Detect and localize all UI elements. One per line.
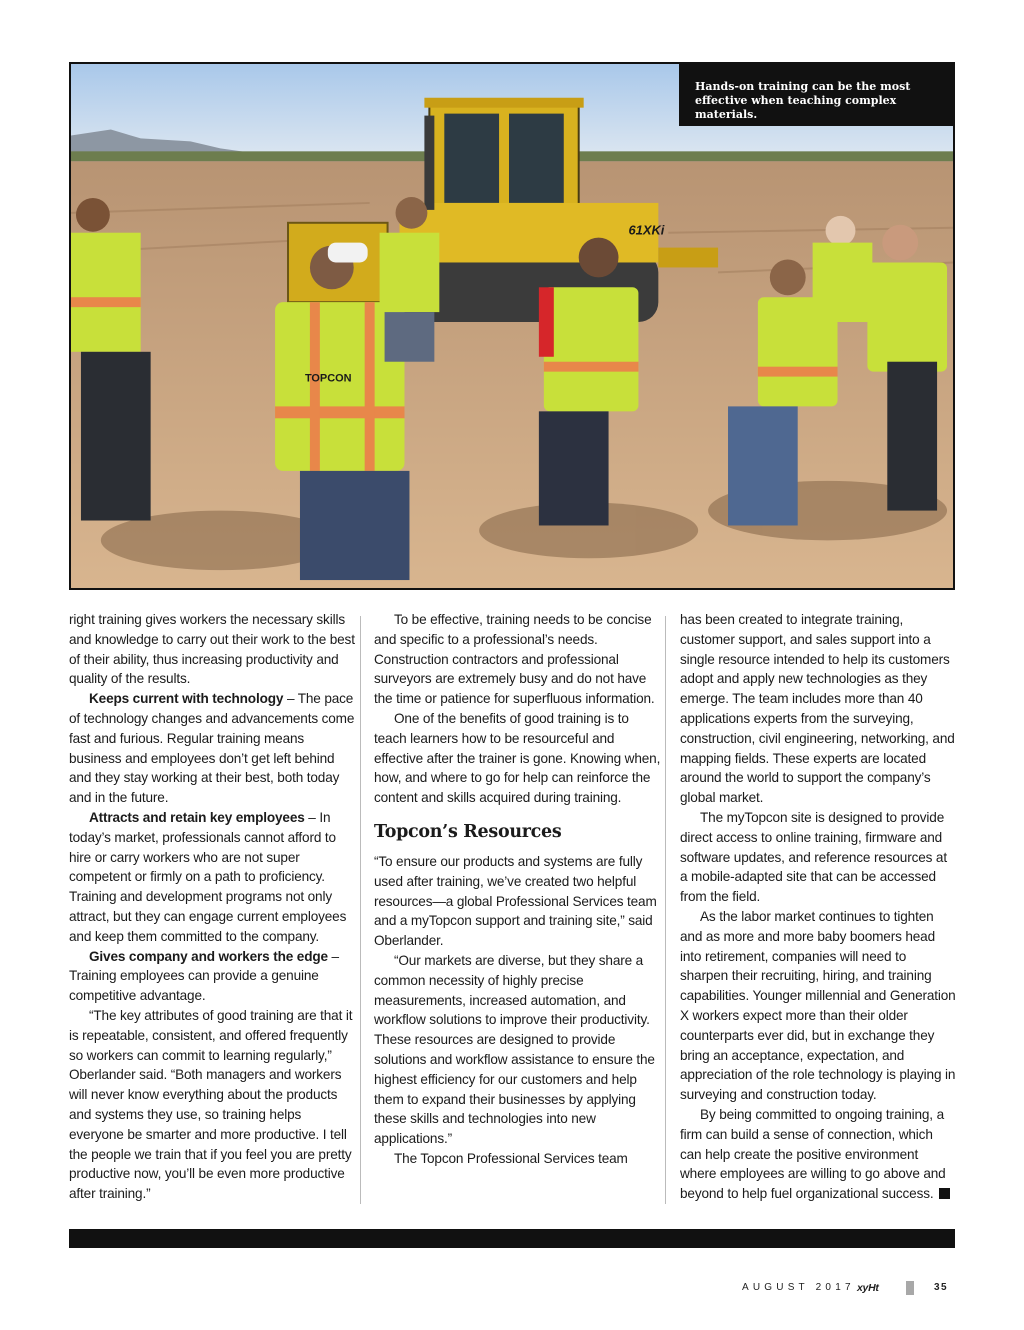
paragraph-body: – Training employees can provide a genuine competitive advantage. <box>69 948 339 1004</box>
paragraph-body: – The pace of technology changes and advancements come fast and furious. Regular training means business and employees don’t get left behind and they stay working at their best, both today and in the future. <box>69 691 355 806</box>
column-divider <box>360 616 361 1204</box>
photo-caption: Hands-on training can be the most effective when teaching complex materials. <box>679 62 955 126</box>
paragraph <box>69 808 357 947</box>
vest-brand-label: TOPCON <box>304 372 352 385</box>
paragraph: has been created to integrate training, customer support, and sales support into a single resource intended to help its customers adopt and apply new technologies as they emerge. The team includes more than 40 applications experts from the surveying, construction, civil engineering, networking, and mapping fields. These experts are located around the world to support the company’s global market. <box>680 612 955 806</box>
paragraph: The myTopcon site is designed to provide direct access to online training, firmware and software updates, and reference resources at a mobile-adapted site that can be accessed from the field. <box>680 809 947 905</box>
bold-lead: Gives company and workers the edge <box>89 948 328 964</box>
column-divider <box>665 616 666 1204</box>
footer-bar <box>69 1229 955 1248</box>
article-column-1 <box>69 610 357 1204</box>
bold-lead: Attracts and retain key employees <box>89 809 305 825</box>
magazine-name: xyHt <box>857 1282 879 1294</box>
issue-date: AUGUST 2017 <box>742 1282 855 1293</box>
paragraph: To be effective, training needs to be concise and specific to a professional’s needs. Construction contractors and professional surveyors are extremely busy and do not have the time or patience for superfluous information. <box>374 612 655 707</box>
paragraph: One of the benefits of good training is to teach learners how to be resourceful and effective after the trainer is gone. Knowing when, how, and where to go for help can reinforce the content and skills acquired during training. <box>374 710 661 806</box>
paragraph: “Our markets are diverse, but they share a common necessity of highly precise measurements, increased automation, and workflow solutions to improve their productivity. These resources are designed to provide solutions and workflow assistance to ensure the highest efficiency for our customers and help them to expand their businesses by applying these skills and technologies into new applications.” <box>374 952 655 1147</box>
training-site-illustration <box>71 64 953 588</box>
paragraph: The Topcon Professional Services team <box>394 1150 628 1166</box>
article-column-2 <box>374 610 662 1169</box>
paragraph-body: By being committed to ongoing training, a firm can build a sense of connection, which can help create the positive environment where employees are willing to go above and beyond to help fuel organizational success. <box>680 1106 946 1202</box>
dozer-model-label: 61XKi <box>628 222 665 238</box>
paragraph: “To ensure our products and systems are fully used after training, we’ve created two helpful resources—a global Professional Services team and a myTopcon support and training site,” said Oberlander. <box>374 853 657 949</box>
paragraph: “The key attributes of good training are that it is repeatable, consistent, and offered frequently so workers can commit to learning regularly,” Oberlander said. “Both managers and workers will never know everything about the products and systems they use, so training helps everyone be smarter and more productive. I tell the people we train that if you feel you are pretty productive now, you’ll be even more productive after training.” <box>69 1007 353 1202</box>
page-number: 35 <box>934 1282 949 1293</box>
footer-divider-mark <box>906 1281 914 1295</box>
worker-left <box>71 198 151 521</box>
article-column-3 <box>680 610 956 1204</box>
paragraph <box>680 1105 956 1204</box>
paragraph: right training gives workers the necessary skills and knowledge to carry out their work to the best of their ability, thus increasing productivity and quality of the results. <box>69 612 355 687</box>
paragraph-body: – In today’s market, professionals cannot afford to hire or carry workers who are not super competent or firmly on a path to proficiency. Training and development programs not only attract, but they can engage current employees and keep them committed to the company. <box>69 809 347 944</box>
article-photo <box>69 62 955 590</box>
paragraph <box>69 689 357 808</box>
paragraph <box>69 947 357 1006</box>
section-heading: Topcon’s Resources <box>374 821 562 842</box>
paragraph: As the labor market continues to tighten and as more and more baby boomers head into retirement, companies will need to sharpen their recruiting, hiring, and training capabilities. Younger millennial and Generation X workers expect more than their older counterparts ever did, but in exchange they bring an acceptance, expectation, and appreciation of the role technology is playing in surveying and construction today. <box>680 908 956 1103</box>
end-of-article-mark <box>939 1188 950 1199</box>
bold-lead: Keeps current with technology <box>89 691 284 707</box>
